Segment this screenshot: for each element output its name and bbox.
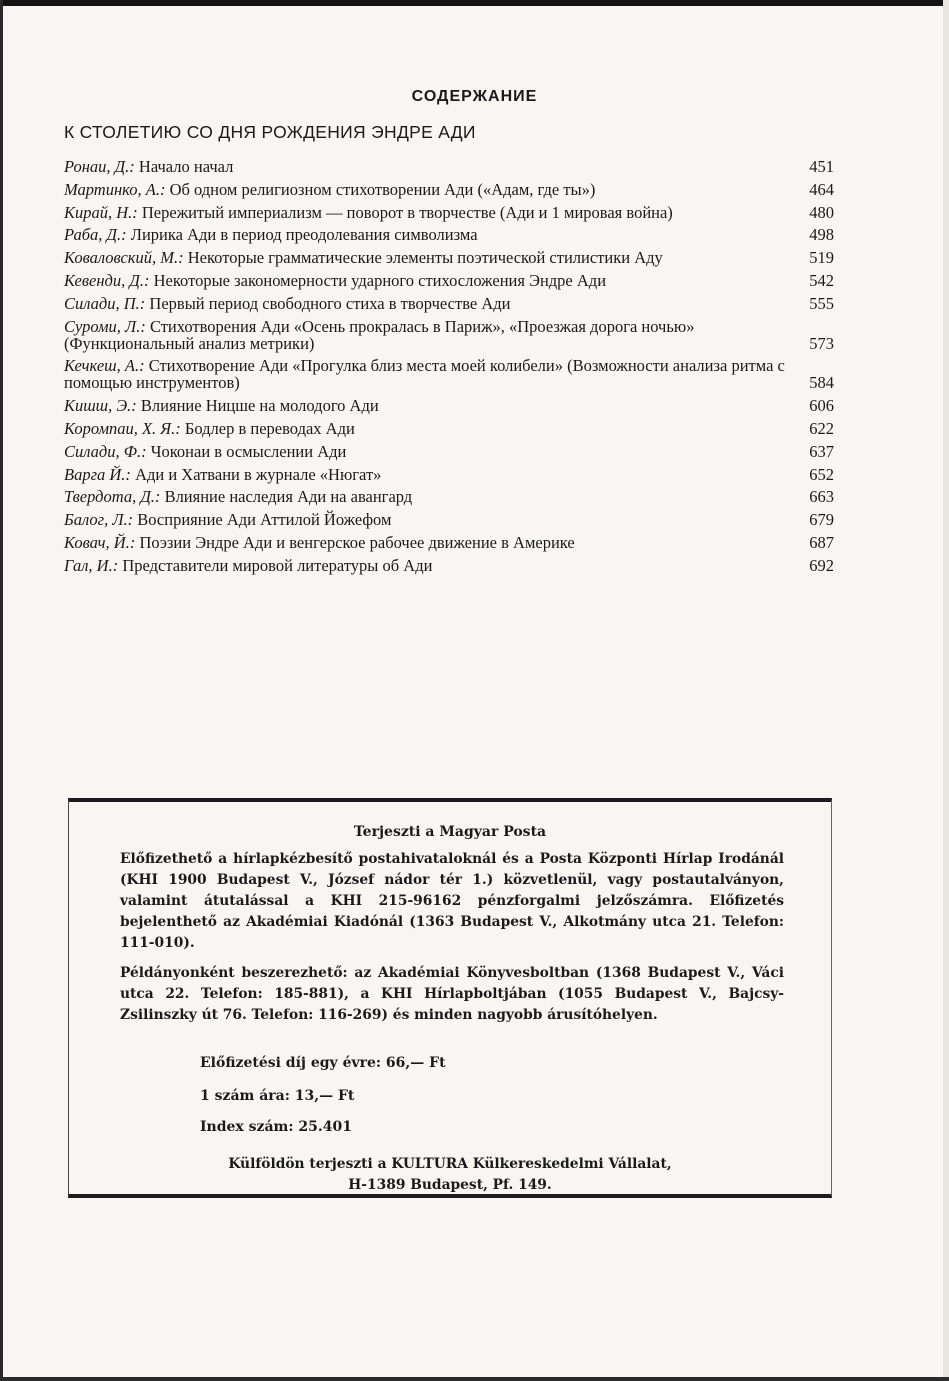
- toc-entry: [64, 443, 834, 460]
- toc-entry: [64, 295, 834, 312]
- toc-title: Влияние наследия Ади на авангард: [164, 487, 413, 507]
- toc-entry: [64, 272, 834, 289]
- toc-entry-text: [64, 357, 802, 391]
- toc-entry-text: [64, 204, 802, 221]
- toc-author: Балог, Л.:: [64, 510, 134, 530]
- toc-title: Пережитый империализм — поворот в творчестве (Ади и 1 мировая война): [141, 202, 673, 222]
- toc-entry-text: [64, 318, 802, 352]
- toc-entry: [64, 249, 834, 266]
- toc-author: Коромпаи, Х. Я.:: [64, 418, 181, 438]
- toc-entry-text: [64, 295, 802, 312]
- toc-author: Коваловский, М.:: [64, 248, 184, 268]
- toc-title: Некоторые закономерности ударного стихосложения Эндре Ади: [153, 270, 607, 290]
- toc-title: Начало начал: [138, 157, 234, 176]
- toc-page-number: 687: [809, 532, 834, 552]
- toc-entry: [64, 357, 834, 391]
- toc-page-number: 555: [809, 293, 834, 313]
- toc-page-number: 519: [809, 248, 834, 268]
- purchase-info-paragraph: Példányonként beszerezhető: az Akadémiai Könyvesboltban (1368 Budapest V., Váci utca 22. Telefon: 185-881), a KHI Hírlapboltjában (1055 Budapest V., Bajcsy-Zsilinszky út 76. Telefon: 116-269) és minden nagyobb árusítóhelyen.: [120, 965, 784, 1023]
- scan-edge-bottom: [0, 1377, 949, 1381]
- distribution-info-box: [68, 798, 832, 1198]
- toc-author: Силади, Ф.:: [64, 441, 147, 461]
- toc-title: Некоторые грамматические элементы поэтической стилистики Аду: [187, 248, 663, 268]
- toc-author: Ковач, Й.:: [64, 532, 136, 552]
- toc-entry-text: [64, 534, 802, 551]
- toc-author: Кишш, Э.:: [64, 396, 137, 416]
- toc-author: Кевенди, Д.:: [64, 270, 150, 290]
- toc-entry-text: [64, 443, 802, 460]
- toc-page-number: 622: [809, 418, 834, 438]
- foreign-distribution-address: H-1389 Budapest, Pf. 149.: [348, 1177, 552, 1193]
- toc-entry-text: [64, 226, 802, 243]
- toc-page-number: 637: [809, 441, 834, 461]
- toc-entry-text: [64, 249, 802, 266]
- toc-entry: [64, 534, 834, 551]
- toc-entry: [64, 466, 834, 483]
- toc-entry: [64, 204, 834, 221]
- toc-entry-text: [64, 158, 802, 175]
- scan-edge-left: [0, 0, 3, 1381]
- toc-entry: [64, 557, 834, 574]
- toc-title: Стихотворение Ади «Прогулка близ места моей колибели» (Возможности анализа ритма с помощью инструментов): [64, 356, 785, 393]
- toc-title: Влияние Ницше на молодого Ади: [140, 396, 379, 416]
- toc-title: Первый период свободного стиха в творчестве Ади: [149, 293, 511, 313]
- toc-entry-text: [64, 272, 802, 289]
- toc-page-number: 692: [809, 555, 834, 575]
- toc-entry: [64, 158, 834, 175]
- toc-entry-text: [64, 181, 802, 198]
- toc-entry: [64, 397, 834, 414]
- toc-entry-text: [64, 488, 802, 505]
- toc-author: Кирай, Н.:: [64, 202, 138, 222]
- toc-title: Лирика Ади в период преодолевания символизма: [130, 225, 478, 245]
- toc-title: Поэзии Эндре Ади и венгерское рабочее движение в Америке: [139, 532, 575, 552]
- toc-page-number: 584: [809, 373, 834, 393]
- toc-page-number: 652: [809, 464, 834, 484]
- toc-author: Мартинко, А.:: [64, 179, 166, 199]
- info-box-title: Terjeszti a Magyar Posta: [353, 824, 547, 840]
- toc-title: Чоконаи в осмыслении Ади: [150, 441, 347, 461]
- toc-page-number: 451: [809, 157, 834, 176]
- toc-page-number: 464: [809, 179, 834, 199]
- toc-author: Суроми, Л.:: [64, 316, 146, 336]
- subscription-price: Előfizetési díj egy évre: 66,— Ft: [200, 1055, 446, 1071]
- index-number: Index szám: 25.401: [200, 1119, 352, 1135]
- toc-entry: [64, 226, 834, 243]
- toc-author: Силади, П.:: [64, 293, 146, 313]
- toc-page-number: 663: [809, 487, 834, 507]
- toc-page-number: 606: [809, 396, 834, 416]
- toc-page-number: 573: [809, 333, 834, 353]
- toc-title: Бодлер в переводах Ади: [184, 418, 355, 438]
- toc-entry: [64, 488, 834, 505]
- toc-entry-text: [64, 466, 802, 483]
- toc-title: Ади и Хатвани в журнале «Нюгат»: [135, 464, 382, 484]
- scan-edge-right: [943, 0, 949, 1381]
- toc-entry: [64, 420, 834, 437]
- toc-entry: [64, 318, 834, 352]
- toc-title: Об одном религиозном стихотворении Ади («Адам, где ты»): [169, 179, 596, 199]
- table-of-contents: [64, 158, 834, 580]
- toc-title: Восприяние Ади Аттилой Йожефом: [137, 510, 392, 530]
- subscription-info-paragraph: Előfizethető a hírlapkézbesítő postahivataloknál és a Posta Központi Hírlap Irodánál (KHI 1900 Budapest V., József nádor tér 1.) közvetlenül, vagy postautalványon, valamint átutalással a KHI 215-96162 pénzforgalmi jelzőszámra. Előfizetés bejelenthető az Akadémiai Kiadónál (1363 Budapest V., Alkotmány utca 21. Telefon: 111-010).: [120, 851, 784, 951]
- toc-author: Кечкеш, А.:: [64, 356, 145, 376]
- toc-author: Ронаи, Д.:: [64, 157, 135, 176]
- toc-author: Твердота, Д.:: [64, 487, 161, 507]
- toc-entry-text: [64, 397, 802, 414]
- toc-page-number: 679: [809, 510, 834, 530]
- toc-heading: СОДЕРЖАНИЕ: [411, 88, 538, 105]
- toc-author: Раба, Д.:: [64, 225, 127, 245]
- foreign-distribution: [69, 1154, 831, 1196]
- toc-page-number: 542: [809, 270, 834, 290]
- toc-entry: [64, 511, 834, 528]
- scan-edge-top: [0, 0, 949, 6]
- toc-page-number: 480: [809, 202, 834, 222]
- toc-title: Представители мировой литературы об Ади: [122, 555, 433, 575]
- toc-entry: [64, 181, 834, 198]
- toc-entry-text: [64, 420, 802, 437]
- toc-title: Стихотворения Ади «Осень прокралась в Париж», «Проезжая дорога ночью» (Функциональный анализ метрики): [64, 316, 695, 353]
- toc-entry-text: [64, 511, 802, 528]
- toc-page-number: 498: [809, 225, 834, 245]
- issue-price: 1 szám ára: 13,— Ft: [200, 1088, 355, 1104]
- toc-author: Гал, И.:: [64, 555, 119, 575]
- toc-author: Варга Й.:: [64, 464, 131, 484]
- foreign-distribution-line: Külföldön terjeszti a KULTURA Külkereskedelmi Vállalat,: [228, 1156, 672, 1172]
- toc-entry-text: [64, 557, 802, 574]
- section-title: К СТОЛЕТИЮ СО ДНЯ РОЖДЕНИЯ ЭНДРЕ АДИ: [64, 122, 476, 142]
